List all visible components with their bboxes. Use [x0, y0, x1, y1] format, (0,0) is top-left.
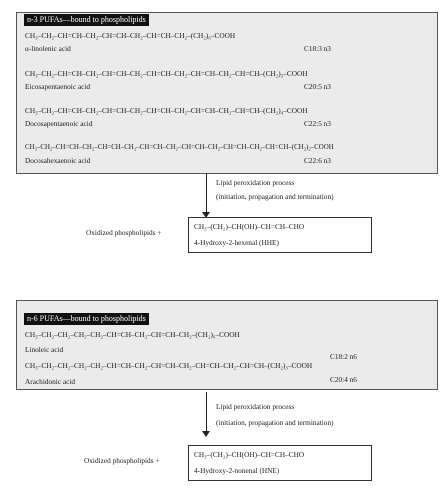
n3-acid-3-formula: CH₃–CH₂–CH=CH–CH₂–CH=CH–CH₂–CH=CH–CH₂–CH=CH–CH₂–CH=CH–(CH₂)₄–COOH: [25, 106, 308, 115]
n3-process-label: Lipid peroxidation process: [216, 178, 295, 187]
n3-acid-4-formula: CH₃–CH₂–CH=CH–CH₂–CH=CH–CH₂–CH=CH–CH₂–CH=CH–CH₂–CH=CH–CH₂–CH=CH–(CH₂)₂–COOH: [25, 144, 334, 151]
n3-header: n-3 PUFAs—bound to phospholipids: [24, 14, 149, 26]
n6-acid-2-formula: CH₃–CH₂–CH₂–CH₂–CH₂–CH=CH–CH₂–CH=CH–CH₂–CH=CH–CH₂–CH=CH–(CH₂)₃–COOH: [25, 361, 313, 370]
n3-acid-1-name: α-linolenic acid: [25, 44, 71, 53]
n3-oxidized-label: Oxidized phospholipids +: [86, 228, 162, 237]
n3-acid-2-formula: CH₃–CH₂–CH=CH–CH₂–CH=CH–CH₂–CH=CH–CH₂–CH=CH–CH₂–CH=CH–(CH₂)₃–COOH: [25, 69, 308, 78]
n6-arrow-head: [202, 431, 210, 437]
n3-acid-1-formula: CH₃–CH₂–CH=CH–CH₂–CH=CH–CH₂–CH=CH–CH₂–(CH₂)₆–COOH: [25, 31, 236, 40]
n6-header: n-6 PUFAs—bound to phospholipids: [24, 313, 149, 325]
n3-acid-2-name: Eicosapentaenoic acid: [25, 82, 91, 91]
n6-acid-1-code: C18:2 n6: [330, 352, 357, 361]
n6-acid-1-name: Linoleic acid: [25, 345, 64, 354]
n3-acid-2-code: C20:5 n3: [304, 82, 331, 91]
n6-arrow-line: [206, 392, 207, 432]
hhe-name: 4-Hydroxy-2-hexenal (HHE): [194, 238, 279, 247]
n6-acid-2-code: C20:4 n6: [330, 375, 357, 384]
n3-acid-4-name: Docosahexaenoic acid: [25, 156, 91, 165]
n3-arrow-line: [206, 173, 207, 213]
n6-acid-2-name: Arachidonic acid: [25, 377, 76, 386]
n6-process-label: Lipid peroxidation process: [216, 402, 295, 411]
n6-acid-1-formula: CH₃–CH₂–CH₂–CH₂–CH₂–CH=CH–CH₂–CH=CH–CH₂–(CH₂)₆–COOH: [25, 330, 240, 339]
n3-acid-4-code: C22:6 n3: [304, 156, 331, 165]
n3-acid-1-code: C18:3 n3: [304, 44, 331, 53]
hne-formula: CH₃–(CH₂)–CH(OH)–CH=CH–CHO: [194, 450, 305, 459]
n3-acid-3-name: Docosapentaenoic acid: [25, 119, 93, 128]
n3-acid-3-code: C22:5 n3: [304, 119, 331, 128]
hhe-formula: CH₃–(CH₂)–CH(OH)–CH=CH–CHO: [194, 222, 305, 231]
hne-name: 4-Hydroxy-2-nonenal (HNE): [194, 466, 280, 475]
n6-process-sublabel: (initiation, propagation and termination): [216, 418, 334, 427]
n6-oxidized-label: Oxidized phospholipids +: [84, 456, 160, 465]
n3-process-sublabel: (initiation, propagation and termination): [216, 192, 334, 201]
